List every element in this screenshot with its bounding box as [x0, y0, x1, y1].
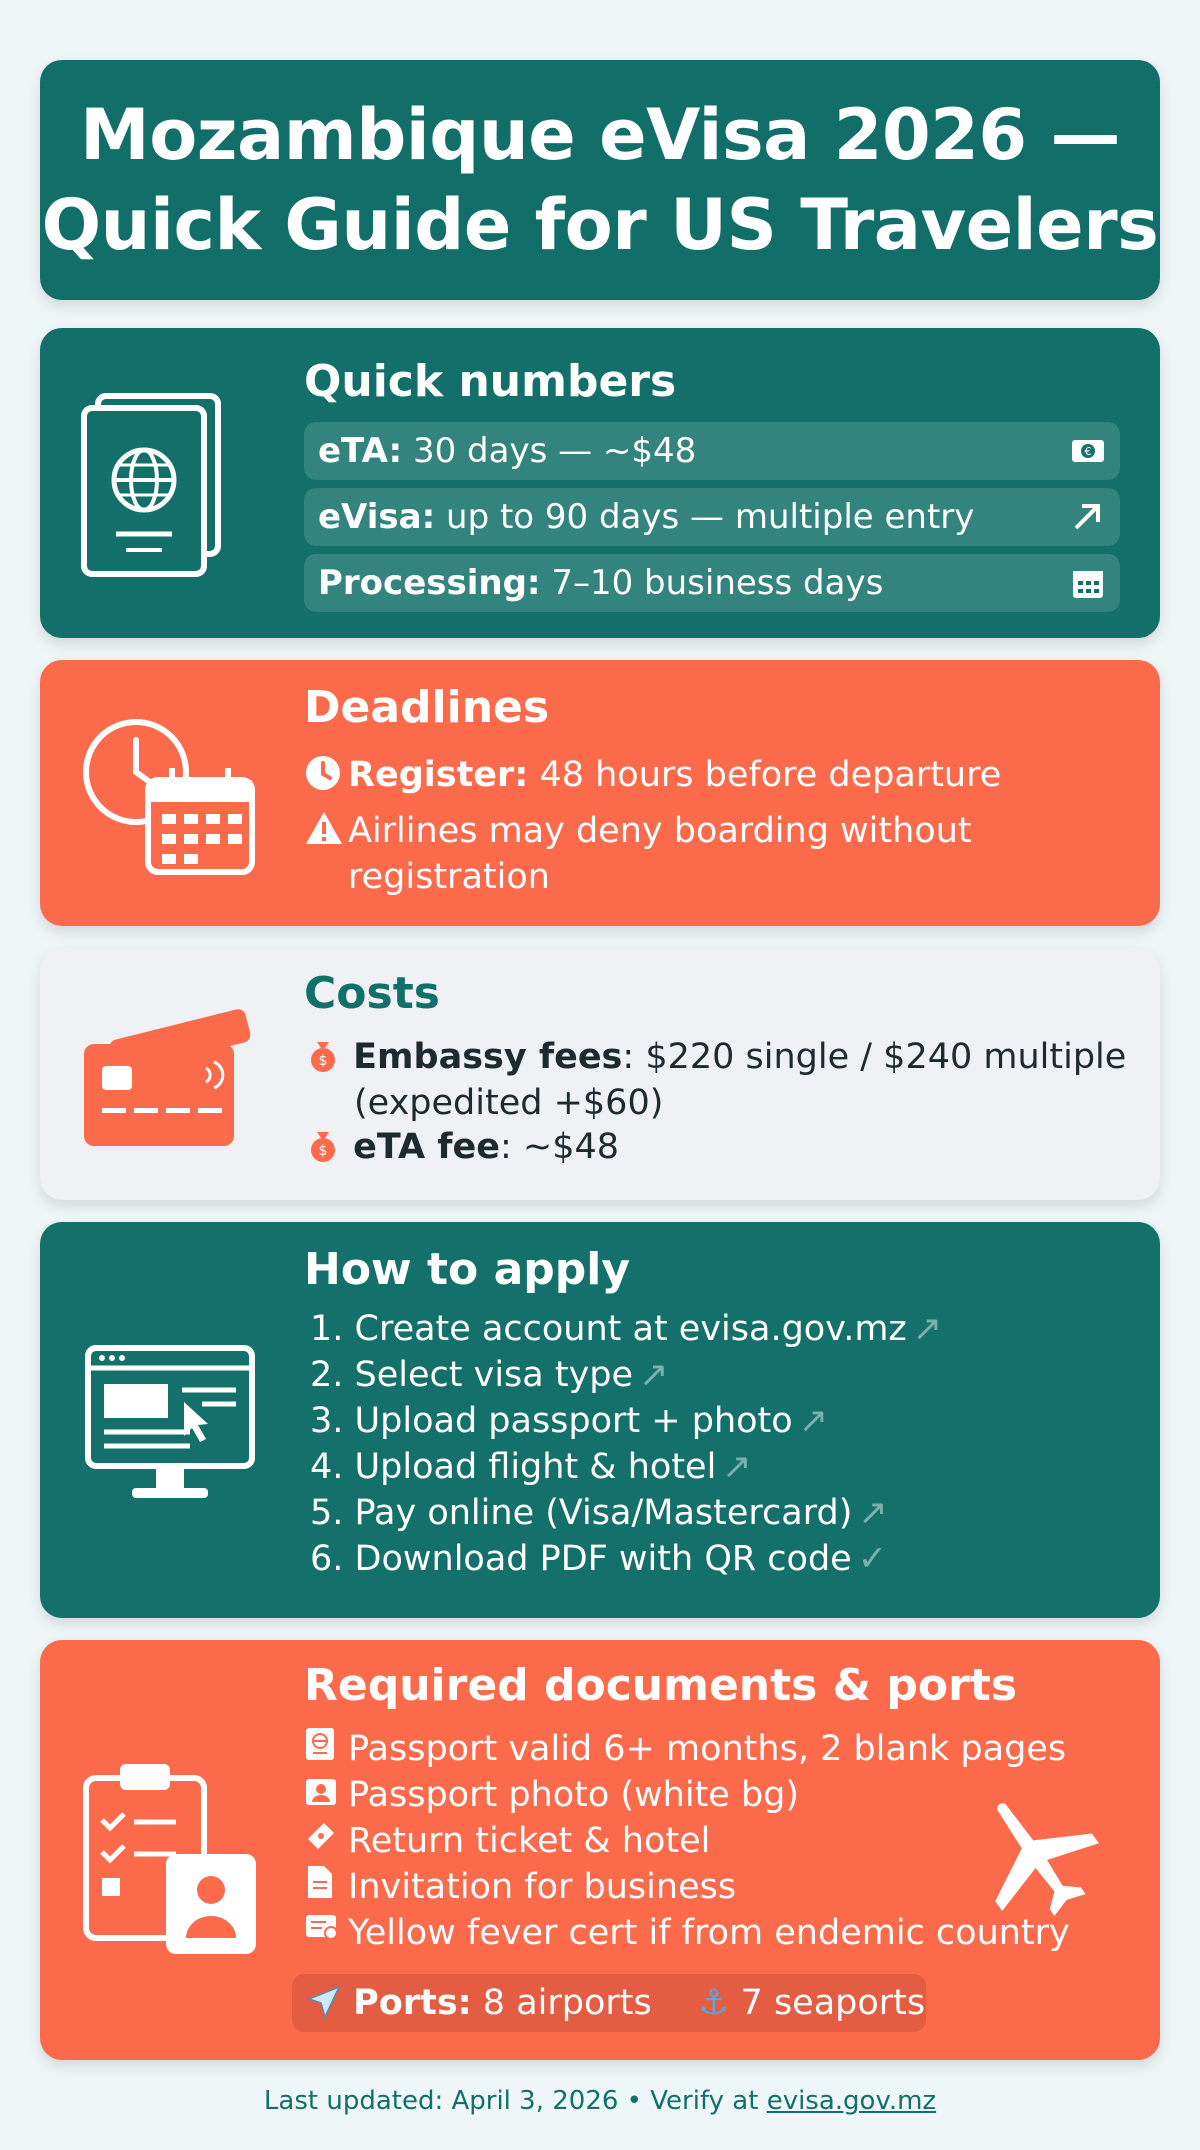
apply-step-text: 2. Select visa type — [310, 1355, 634, 1395]
cost-embassy — [304, 1034, 1126, 1080]
doc-item-text: Yellow fever cert if from endemic country — [348, 1913, 1070, 1953]
svg-text:€: € — [1084, 445, 1092, 458]
calendar-icon — [1070, 566, 1106, 600]
eta-fee-text: : ~$48 — [500, 1127, 620, 1167]
apply-step-text: 1. Create account at evisa.gov.mz — [310, 1309, 907, 1349]
ports-seaports: 7 seaports — [740, 1983, 926, 2023]
quick-row-label: eVisa: — [318, 497, 436, 537]
airplane-small-icon — [306, 1983, 342, 2023]
clock-calendar-icon — [80, 710, 260, 880]
clipboard-checklist-icon — [80, 1758, 260, 1958]
arrow-up-right-icon: ↗ — [858, 1493, 888, 1533]
svg-text:$: $ — [318, 1053, 328, 1069]
footer-link[interactable]: evisa.gov.mz — [766, 2086, 937, 2116]
doc-item-invitation — [304, 1864, 736, 1912]
quick-row-text: up to 90 days — multiple entry — [435, 497, 975, 537]
money-bag-icon — [304, 1037, 342, 1077]
computer-monitor-icon — [80, 1340, 260, 1510]
doc-item-text: Return ticket & hotel — [348, 1821, 711, 1861]
register-label: Register: — [348, 755, 529, 795]
cost-eta — [304, 1124, 619, 1170]
register-text: 48 hours before departure — [528, 755, 1002, 795]
apply-step-2 — [310, 1352, 668, 1398]
document-icon — [304, 1864, 348, 1912]
passport-small-icon — [304, 1726, 348, 1774]
doc-item-photo — [304, 1772, 799, 1819]
how-to-apply-heading: How to apply — [304, 1244, 631, 1295]
quick-row-evisa — [304, 488, 1120, 546]
doc-item-text: Invitation for business — [348, 1867, 737, 1907]
how-to-apply-card — [40, 1222, 1160, 1618]
title-card — [40, 60, 1160, 300]
footer-text: Last updated: April 3, 2026 • Verify at — [263, 2086, 767, 2116]
apply-step-text: 3. Upload passport + photo — [310, 1401, 793, 1441]
footer — [0, 2086, 1200, 2116]
deadline-register — [304, 752, 1001, 798]
apply-step-4 — [310, 1444, 752, 1490]
quick-row-eta — [304, 422, 1120, 480]
checkmark-icon: ✓ — [857, 1539, 888, 1579]
apply-step-5 — [310, 1490, 888, 1536]
apply-step-text: 4. Upload flight & hotel — [310, 1447, 717, 1487]
embassy-text: : $220 single / $240 multiple — [622, 1037, 1127, 1077]
embassy-label: Embassy fees — [353, 1037, 623, 1077]
quick-row-processing — [304, 554, 1120, 612]
deadlines-card — [40, 660, 1160, 926]
quick-row-text: 7–10 business days — [540, 563, 884, 603]
apply-step-text: 6. Download PDF with QR code — [310, 1539, 852, 1579]
required-documents-heading: Required documents & ports — [304, 1660, 1018, 1711]
page-title-line1: Mozambique eVisa 2026 — — [80, 94, 1120, 176]
apply-step-3 — [310, 1398, 828, 1444]
doc-item-text: Passport valid 6+ months, 2 blank pages — [348, 1729, 1067, 1769]
svg-text:$: $ — [318, 1143, 328, 1159]
money-icon — [1070, 434, 1106, 468]
airplane-icon — [970, 1790, 1100, 1920]
ports-label: Ports: — [353, 1983, 472, 2023]
quick-row-text: 30 days — ~$48 — [402, 431, 697, 471]
arrow-up-right-icon — [1070, 500, 1106, 534]
ticket-icon — [304, 1819, 348, 1865]
id-photo-icon — [304, 1773, 348, 1819]
warning-icon — [304, 808, 348, 854]
costs-heading: Costs — [304, 968, 440, 1019]
embassy-text-2: (expedited +$60) — [354, 1083, 664, 1123]
doc-item-passport — [304, 1726, 1066, 1774]
deadlines-heading: Deadlines — [304, 682, 550, 733]
apply-step-6 — [310, 1536, 887, 1582]
quick-row-label: eTA: — [318, 431, 403, 471]
doc-item-ticket — [304, 1818, 710, 1865]
quick-row-label: Processing: — [318, 563, 541, 603]
doc-item-yellow-fever — [304, 1910, 1070, 1957]
apply-step-text: 5. Pay online (Visa/Mastercard) — [310, 1493, 853, 1533]
arrow-up-right-icon: ↗ — [722, 1447, 752, 1487]
eta-fee-label: eTA fee — [353, 1127, 501, 1167]
ports-badge — [292, 1974, 926, 2032]
required-documents-card — [40, 1640, 1160, 2060]
apply-step-1 — [310, 1306, 942, 1352]
ports-airports: 8 airports — [471, 1983, 652, 2023]
page-title-line2: Quick Guide for US Travelers — [41, 184, 1159, 266]
costs-card — [40, 948, 1160, 1200]
doc-item-text: Passport photo (white bg) — [348, 1775, 800, 1815]
warning-text-line2: registration — [348, 857, 550, 897]
arrow-up-right-icon: ↗ — [639, 1355, 669, 1395]
quick-numbers-card — [40, 328, 1160, 638]
money-bag-icon — [304, 1127, 342, 1167]
passport-icon — [80, 390, 240, 580]
arrow-up-right-icon: ↗ — [798, 1401, 829, 1441]
quick-numbers-heading: Quick numbers — [304, 356, 677, 407]
clock-icon — [304, 752, 348, 798]
deadline-warning — [304, 808, 972, 854]
credit-card-icon — [80, 1004, 260, 1154]
arrow-up-right-icon: ↗ — [912, 1309, 943, 1349]
certificate-icon — [304, 1911, 348, 1957]
warning-text-line1: Airlines may deny boarding without — [348, 811, 972, 851]
anchor-icon: ⚓ — [698, 1983, 730, 2023]
